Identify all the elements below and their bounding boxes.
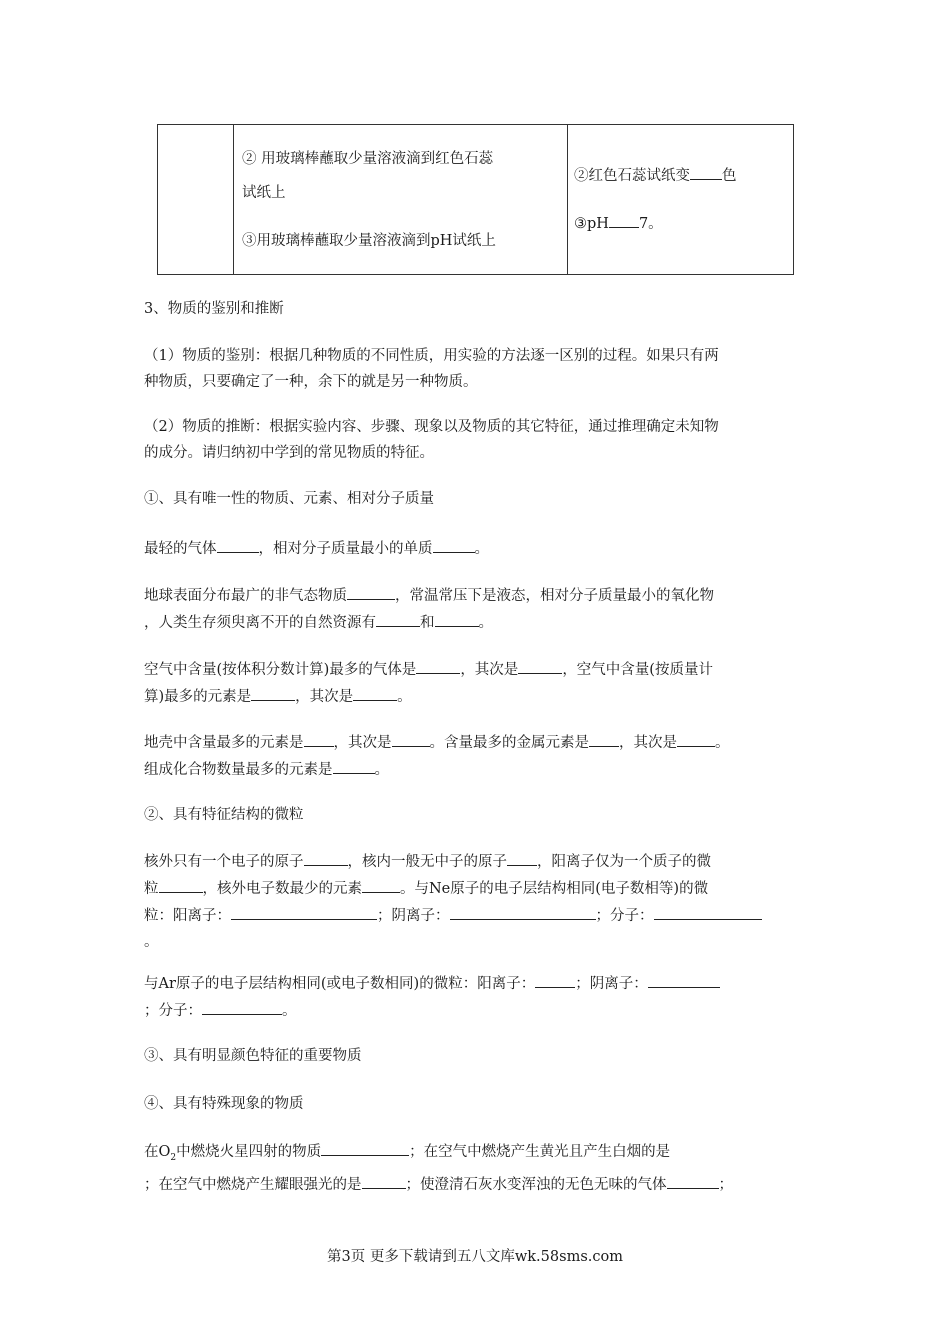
item-4-title: ④、具有特殊现象的物质 [144, 1096, 304, 1112]
item-3-title: ③、具有明显颜色特征的重要物质 [144, 1048, 362, 1064]
item-1-line-4: 地壳中含量最多的元素是 ，其次是 。含量最多的金属元素是 ，其次是 。 组成化合物数量最多的元素是 。 [144, 729, 820, 783]
item-1-line-1: 最轻的气体 ，相对分子质量最小的单质 。 [144, 535, 820, 562]
item-1-line-2: 地球表面分布最广的非气态物质 ，常温常压下是液态，相对分子质量最小的氧化物 ，人类生存须臾离不开的自然资源有 和 。 [144, 582, 820, 636]
section-3-para-2: （2）物质的推断：根据实验内容、步骤、现象以及物质的其它特征，通过推理确定未知物 的成分。请归纳初中学到的常见物质的特征。 [144, 419, 719, 461]
table-cell-empty [158, 125, 234, 275]
table-row [158, 125, 794, 275]
table-cell-result [568, 125, 794, 275]
result-2-line: ②红色石蕊试纸变 色 [574, 159, 793, 193]
item-1-line-3: 空气中含量(按体积分数计算)最多的气体是 ，其次是 ，空气中含量(按质量计 算)最多的元素是 ，其次是 。 [144, 656, 820, 710]
result-3-line: ③pH 7。 [574, 207, 793, 241]
section-3-para-1: （1）物质的鉴别：根据几种物质的不同性质，用实验的方法逐一区别的过程。如果只有两 种物质，只要确定了一种，余下的就是另一种物质。 [144, 348, 719, 390]
item-4-line-1: 在$O_2$中燃烧火星四射的物质 ；在空气中燃烧产生黄光且产生白烟的是 ；在空气中燃烧产生耀眼强光的是 ；使澄清石灰水变浑浊的无色无味的气体 ； [144, 1138, 820, 1198]
table-cell-method [234, 125, 568, 275]
item-2-line-2: 与Ar原子的电子层结构相同(或电子数相同)的微粒：阳离子： ；阴离子： ；分子： 。 [144, 970, 820, 1024]
item-2-title: ②、具有特征结构的微粒 [144, 807, 304, 823]
item-2-line-1: 核外只有一个电子的原子 ，核内一般无中子的原子 ，阳离子仅为一个质子的微 粒 ，核外电子数最少的元素 。与Ne原子的电子层结构相同(电子数相等)的微 粒：阳离子： ；阴离子： ；分子： 。 [144, 848, 820, 955]
page-footer: 第3页 更多下载请到五八文库wk.58sms.com [327, 1249, 623, 1265]
method-2-line-b: 试纸上 [242, 184, 286, 201]
section-3-title: 3、物质的鉴别和推断 [144, 301, 284, 317]
method-2-line: ② 用玻璃棒蘸取少量溶液滴到红色石蕊 [242, 150, 494, 167]
item-1-title: ①、具有唯一性的物质、元素、相对分子质量 [144, 491, 434, 507]
method-3-line: ③用玻璃棒蘸取少量溶液滴到pH试纸上 [242, 232, 496, 249]
experiment-table [157, 124, 794, 275]
